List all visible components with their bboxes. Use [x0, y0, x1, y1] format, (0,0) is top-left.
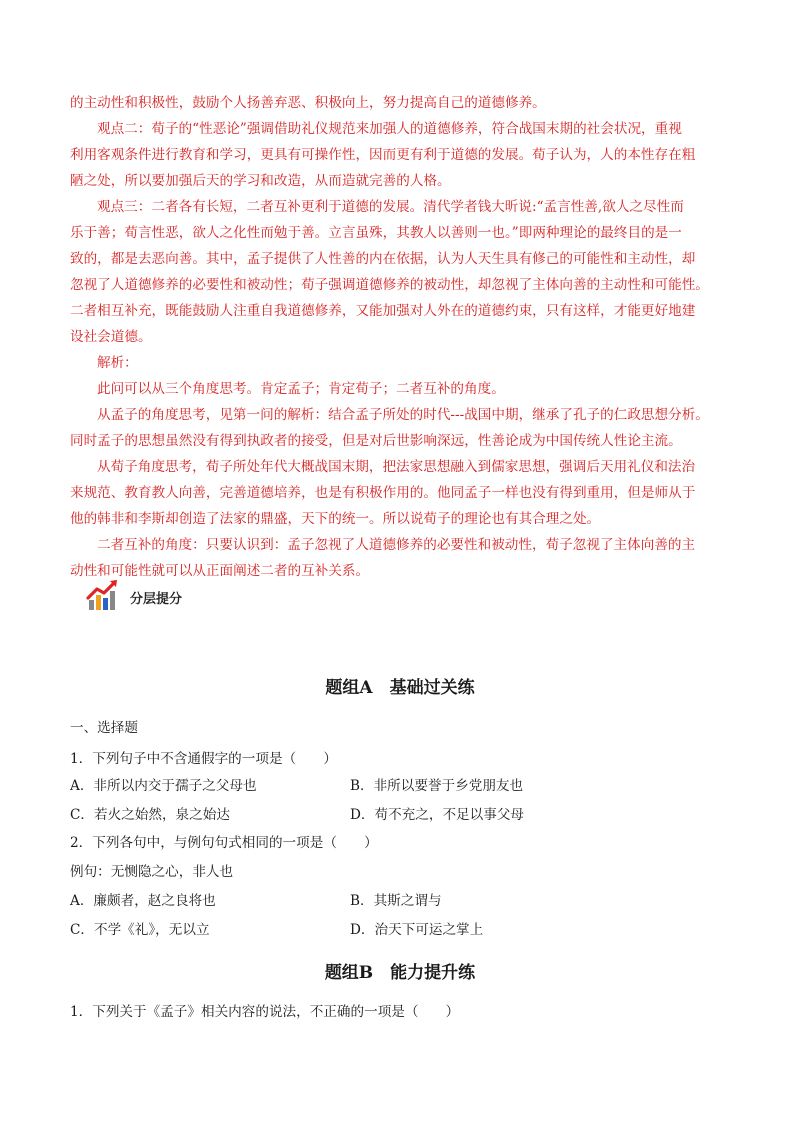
q1-option-b[interactable]: B．非所以要誉于乡党朋友也 [350, 778, 524, 794]
question-2-example: 例句：无恻隐之心，非人也 [70, 864, 234, 880]
answer-line: 忽视了人道德修养的必要性和被动性；荀子强调道德修养的被动性，却忽视了主体向善的主动性和可能性。 [70, 277, 709, 293]
answer-line: 致的，都是去恶向善。其中，孟子提供了人性善的内在依据，认为人天生具有修己的可能性和主动性，却 [70, 251, 696, 267]
q2-option-b[interactable]: B．其斯之谓与 [350, 893, 442, 909]
answer-line: 设社会道德。 [70, 329, 152, 345]
group-b-question-1-stem: 1．下列关于《孟子》相关内容的说法，不正确的一项是（ ） [70, 1004, 460, 1020]
answer-line: 乐于善；荀言性恶，欲人之化性而勉于善。立言虽殊，其教人以善则一也。”即两种理论的最终目的是一 [70, 225, 682, 241]
q2-option-d[interactable]: D．治天下可运之掌上 [350, 922, 484, 938]
section-label: 分层提分 [130, 591, 183, 607]
q1-option-a[interactable]: A．非所以内交于孺子之父母也 [70, 778, 257, 794]
q2-option-c[interactable]: C．不学《礼》，无以立 [70, 922, 210, 938]
answer-line: 二者相互补充，既能鼓励人注重自我道德修养，又能加强对人外在的道德约束，只有这样，才能更好地建 [70, 303, 696, 319]
section-type: 一、选择题 [70, 720, 138, 736]
group-a-title: 题组A 基础过关练 [325, 678, 475, 698]
answer-line: 利用客观条件进行教育和学习，更具有可操作性，因而更有利于道德的发展。荀子认为，人的本性存在粗 [70, 147, 696, 163]
analysis-line: 来规范、教育教人向善，完善道德培养，也是有积极作用的。他同孟子一样也没有得到重用，但是师从于 [70, 485, 696, 501]
answer-line: 陋之处，所以要加强后天的学习和改造，从而造就完善的人格。 [70, 173, 451, 189]
analysis-line: 从孟子的角度思考，见第一问的解析：结合孟子所处的时代---战国中期，继承了孔子的仁政思想分析。 [97, 407, 709, 423]
analysis-line: 同时孟子的思想虽然没有得到执政者的接受，但是对后世影响深远，性善论成为中国传统人性论主流。 [70, 433, 682, 449]
analysis-line: 从荀子角度思考，荀子所处年代大概战国末期，把法家思想融入到儒家思想，强调后天用礼仪和法治 [97, 459, 696, 475]
question-1-stem: 1．下列句子中不含通假字的一项是（ ） [70, 751, 337, 767]
analysis-line: 他的韩非和李斯却创造了法家的鼎盛，天下的统一。所以说荀子的理论也有其合理之处。 [70, 511, 601, 527]
growth-chart-icon [86, 578, 120, 616]
section-header [86, 578, 182, 616]
answer-line: 观点三：二者各有长短，二者互补更利于道德的发展。清代学者钱大昕说:“孟言性善,欲人之尽性而 [97, 199, 684, 215]
analysis-heading: 解析： [97, 355, 138, 371]
group-b-title: 题组B 能力提升练 [324, 963, 476, 983]
question-2-stem: 2．下列各句中，与例句句式相同的一项是（ ） [70, 835, 378, 851]
q1-option-c[interactable]: C．若火之始然，泉之始达 [70, 807, 230, 823]
answer-line: 的主动性和积极性，鼓励个人扬善弃恶、积极向上，努力提高自己的道德修养。 [70, 95, 546, 111]
analysis-line: 此问可以从三个角度思考。肯定孟子；肯定荀子；二者互补的角度。 [97, 381, 505, 397]
analysis-line: 动性和可能性就可以从正面阐述二者的互补关系。 [70, 563, 370, 579]
q1-option-d[interactable]: D．苟不充之，不足以事父母 [350, 807, 525, 823]
q2-option-a[interactable]: A．廉颇者，赵之良将也 [70, 893, 216, 909]
analysis-line: 二者互补的角度：只要认识到：孟子忽视了人道德修养的必要性和被动性，荀子忽视了主体向善的主 [97, 537, 696, 553]
answer-line: 观点二：荀子的“性恶论”强调借助礼仪规范来加强人的道德修养，符合战国末期的社会状况，重视 [97, 121, 682, 137]
